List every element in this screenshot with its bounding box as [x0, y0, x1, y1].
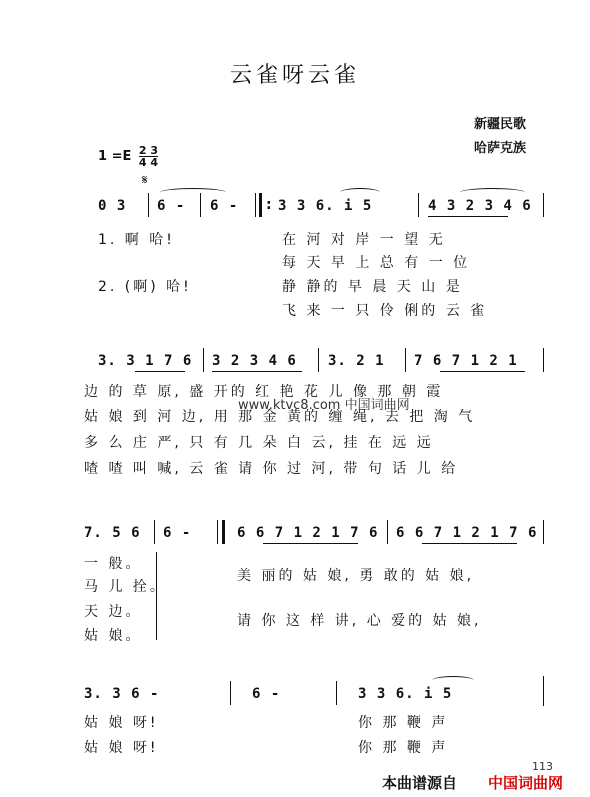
- s4-m2: 3 3 6. i 5: [358, 686, 453, 702]
- time-top: 2 3: [138, 144, 159, 157]
- s1-m1: 6 -: [157, 198, 186, 214]
- footer-site-link[interactable]: 中国词曲网: [488, 774, 564, 792]
- s4-m0: 3. 3 6 -: [84, 686, 160, 702]
- s3-lyric-left-1: 一 般。: [84, 556, 143, 572]
- s4-lyric-1b: 你 那 鞭 声: [358, 715, 449, 731]
- barline: [543, 676, 544, 706]
- s1-lyric-1a: 1. 啊 哈!: [98, 232, 175, 248]
- s3-m2: 6 6 7 1 2 1 7 6: [237, 525, 379, 541]
- beam: [422, 543, 517, 544]
- watermark: www.ktvc8.com 中国词曲网: [238, 398, 410, 413]
- slur: [460, 188, 525, 197]
- s3-lyric-right-2: 请 你 这 样 讲, 心 爱的 姑 娘,: [237, 613, 482, 629]
- origin-label: 新疆民歌: [474, 117, 527, 132]
- s2-lyric-2: 姑 娘 到 河 边, 用 那 金 黄的 缠 绳, 去 把 淘 气: [84, 409, 476, 425]
- s2-lyric-4: 喳 喳 叫 喊, 云 雀 请 你 过 河, 带 句 话 儿 给: [84, 461, 459, 477]
- s1-lyric-2b: 每 天 早 上 总 有 一 位: [282, 255, 471, 271]
- barline: [418, 193, 419, 217]
- s2-lyric-3: 多 么 庄 严, 只 有 几 朵 白 云, 挂 在 远 远: [84, 435, 434, 451]
- slur: [432, 676, 474, 685]
- key-label: 1 =E: [98, 149, 132, 164]
- barline: [387, 520, 388, 544]
- s2-m3: 7 6 7 1 2 1: [414, 353, 518, 369]
- barline: [543, 348, 544, 372]
- s1-m3: 3 3 6. i 5: [278, 198, 373, 214]
- s4-m1: 6 -: [252, 686, 281, 702]
- barline: [318, 348, 319, 372]
- s3-lyric-right-1: 美 丽的 姑 娘, 勇 敢的 姑 娘,: [237, 568, 475, 584]
- slur: [160, 188, 226, 197]
- ethnic-label: 哈萨克族: [474, 141, 527, 156]
- repeat-dots: :: [266, 197, 272, 213]
- s1-m0: 0 3: [98, 198, 127, 214]
- s3-lyric-left-4: 姑 娘。: [84, 628, 143, 644]
- s4-lyric-2a: 姑 娘 呀!: [84, 740, 159, 756]
- s3-m1: 6 -: [163, 525, 192, 541]
- s1-m4: 4 3 2 3 4 6: [428, 198, 532, 214]
- repeat-barline: [259, 193, 262, 217]
- barline: [255, 193, 256, 217]
- beam: [135, 371, 185, 372]
- repeat-barline: [222, 520, 225, 544]
- s2-lyric-1: 边 的 草 原, 盛 开的 红 艳 花 儿 像 那 朝 霞: [84, 384, 444, 400]
- time-signature: [139, 145, 158, 168]
- s2-m2: 3. 2 1: [328, 353, 385, 369]
- barline: [405, 348, 406, 372]
- s3-m3: 6 6 7 1 2 1 7 6: [396, 525, 538, 541]
- s3-lyric-left-2: 马 儿 拴。: [84, 579, 167, 595]
- barline: [148, 193, 149, 217]
- s2-m0: 3. 3 1 7 6: [98, 353, 193, 369]
- barline: [154, 520, 155, 544]
- slur: [340, 188, 380, 197]
- s2-m1: 3 2 3 4 6: [212, 353, 297, 369]
- barline: [217, 520, 218, 544]
- barline: [203, 348, 204, 372]
- bracket: [156, 552, 157, 640]
- time-bottom: 4 4: [138, 156, 159, 169]
- s1-lyric-1b: 在 河 对 岸 一 望 无: [282, 232, 446, 248]
- s4-lyric-1a: 姑 娘 呀!: [84, 715, 159, 731]
- beam: [428, 216, 508, 217]
- barline: [230, 681, 231, 705]
- barline: [336, 681, 337, 705]
- s1-lyric-3a: 2. (啊) 哈!: [98, 279, 192, 295]
- s1-lyric-4b: 飞 来 一 只 伶 俐的 云 雀: [282, 303, 488, 319]
- s1-m2: 6 -: [210, 198, 239, 214]
- footer-source-label: 本曲谱源自: [382, 774, 458, 792]
- s4-lyric-2b: 你 那 鞭 声: [358, 740, 449, 756]
- segno-icon: 𝄋: [142, 173, 148, 188]
- page-title: 云雀呀云雀: [229, 63, 360, 88]
- barline: [543, 520, 544, 544]
- s1-lyric-3b: 静 静的 早 晨 天 山 是: [282, 279, 463, 295]
- beam: [440, 371, 525, 372]
- key-signature: [98, 145, 158, 168]
- barline: [543, 193, 544, 217]
- beam: [212, 371, 302, 372]
- beam: [263, 543, 358, 544]
- s3-m0: 7. 5 6: [84, 525, 141, 541]
- s3-lyric-left-3: 天 边。: [84, 604, 143, 620]
- page-number: 113: [532, 760, 553, 773]
